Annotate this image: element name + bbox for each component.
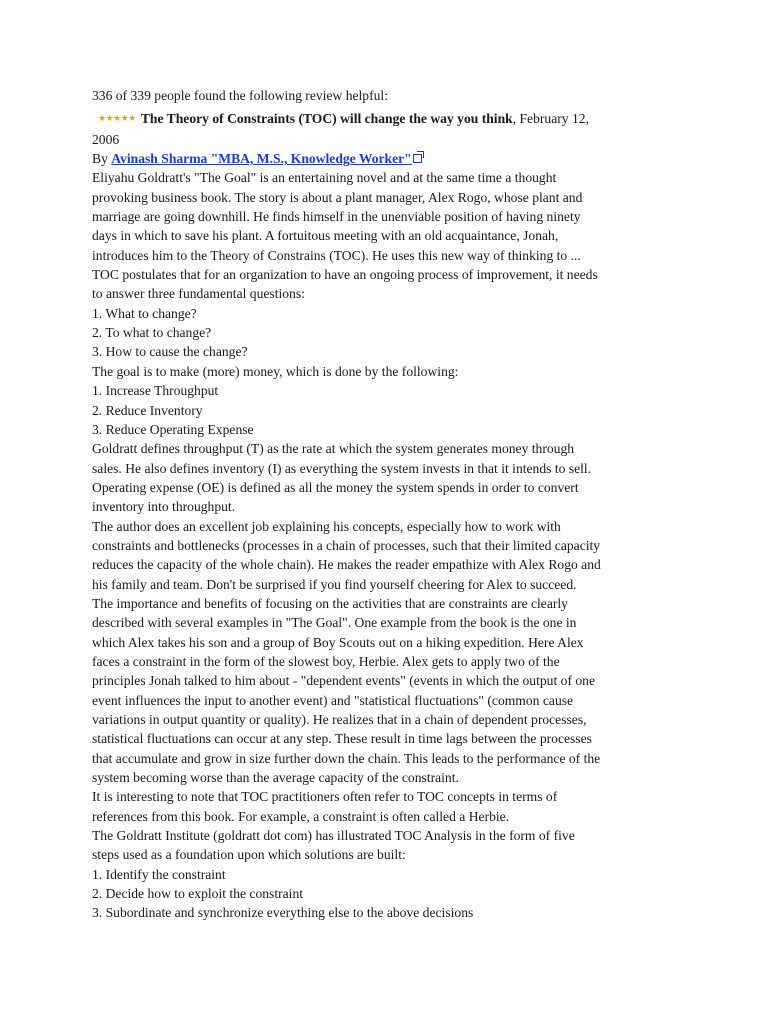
star-rating-icon: ★★★★★ <box>98 114 136 125</box>
body-line: principles Jonah talked to him about - "dependent events" (events in which the output of one <box>92 673 595 689</box>
body-line: 2. To what to change? <box>92 325 212 341</box>
body-line: described with several examples in "The Goal". One example from the book is the one in <box>92 615 577 631</box>
body-line: 2. Decide how to exploit the constraint <box>92 886 304 902</box>
author-row <box>92 149 682 168</box>
body-line: inventory into throughput. <box>92 499 236 515</box>
body-line: Operating expense (OE) is defined as all the money the system spends in order to convert <box>92 479 579 495</box>
body-line: references from this book. For example, a constraint is often called a Herbie. <box>92 808 510 824</box>
body-line: constraints and bottlenecks (processes in a chain of processes, such that their limited capacity <box>92 537 601 553</box>
body-line: days in which to save his plant. A fortuitous meeting with an old acquaintance, Jonah, <box>92 228 559 244</box>
body-line: statistical fluctuations can occur at any step. These result in time lags between the processes <box>92 731 592 747</box>
body-line: to answer three fundamental questions: <box>92 286 305 302</box>
external-link-icon[interactable] <box>413 154 422 163</box>
body-line: which Alex takes his son and a group of Boy Scouts out on a hiking expedition. Here Alex <box>92 634 584 650</box>
body-line: his family and team. Don't be surprised if you find yourself cheering for Alex to succeed. <box>92 576 577 592</box>
body-line: that accumulate and grow in size further down the chain. This leads to the performance of the <box>92 750 601 766</box>
body-line: Goldratt defines throughput (T) as the rate at which the system generates money through <box>92 441 575 457</box>
body-line: The importance and benefits of focusing on the activities that are constraints are clearly <box>92 595 568 611</box>
body-line: faces a constraint in the form of the slowest boy, Herbie. Alex gets to apply two of the <box>92 653 560 669</box>
body-line: 3. How to cause the change? <box>92 344 248 360</box>
review-date-year: 2006 <box>92 131 120 147</box>
author-link[interactable]: Avinash Sharma "MBA, M.S., Knowledge Worker" <box>111 151 412 167</box>
helpful-count: 336 of 339 people found the following review helpful: <box>92 88 388 103</box>
body-line: variations in output quantity or quality). He realizes that in a chain of dependent processes, <box>92 712 587 727</box>
body-line: sales. He also defines inventory (I) as everything the system invests in that it intends to sell. <box>92 460 592 476</box>
body-line: The Goldratt Institute (goldratt dot com) has illustrated TOC Analysis in the form of five <box>92 828 575 844</box>
review-document <box>92 86 682 923</box>
body-line: 1. Increase Throughput <box>92 383 219 399</box>
review-title-row <box>92 109 682 129</box>
body-line: 3. Reduce Operating Expense <box>92 421 254 437</box>
body-line: 3. Subordinate and synchronize everything else to the above decisions <box>92 905 474 921</box>
body-line: marriage are going downhill. He finds himself in the unenviable position of having ninety <box>92 209 581 225</box>
body-line: Eliyahu Goldratt's "The Goal" is an entertaining novel and at the same time a thought <box>92 170 557 186</box>
body-line: steps used as a foundation upon which solutions are built: <box>92 847 406 863</box>
body-line: 1. Identify the constraint <box>92 866 226 882</box>
body-line: 2. Reduce Inventory <box>92 402 203 418</box>
body-line: The goal is to make (more) money, which is done by the following: <box>92 363 459 379</box>
review-body <box>92 168 682 922</box>
body-line: system becoming worse than the average capacity of the constraint. <box>92 770 459 786</box>
body-line: TOC postulates that for an organization to have an ongoing process of improvement, it needs <box>92 267 598 283</box>
body-line: reduces the capacity of the whole chain). He makes the reader empathize with Alex Rogo and <box>92 557 601 573</box>
by-label: By <box>92 151 112 167</box>
body-line: introduces him to the Theory of Constrains (TOC). He uses this new way of thinking to ... <box>92 247 581 263</box>
body-line: provoking business book. The story is about a plant manager, Alex Rogo, whose plant and <box>92 189 583 205</box>
body-line: The author does an excellent job explaining his concepts, especially how to work with <box>92 518 561 534</box>
body-line: 1. What to change? <box>92 305 197 321</box>
body-line: It is interesting to note that TOC practitioners often refer to TOC concepts in terms of <box>92 789 558 805</box>
body-line: event influences the input to another event) and "statistical fluctuations" (common cause <box>92 692 574 708</box>
review-date: , February 12, <box>512 111 589 127</box>
review-title: The Theory of Constraints (TOC) will change the way you think <box>140 111 513 127</box>
